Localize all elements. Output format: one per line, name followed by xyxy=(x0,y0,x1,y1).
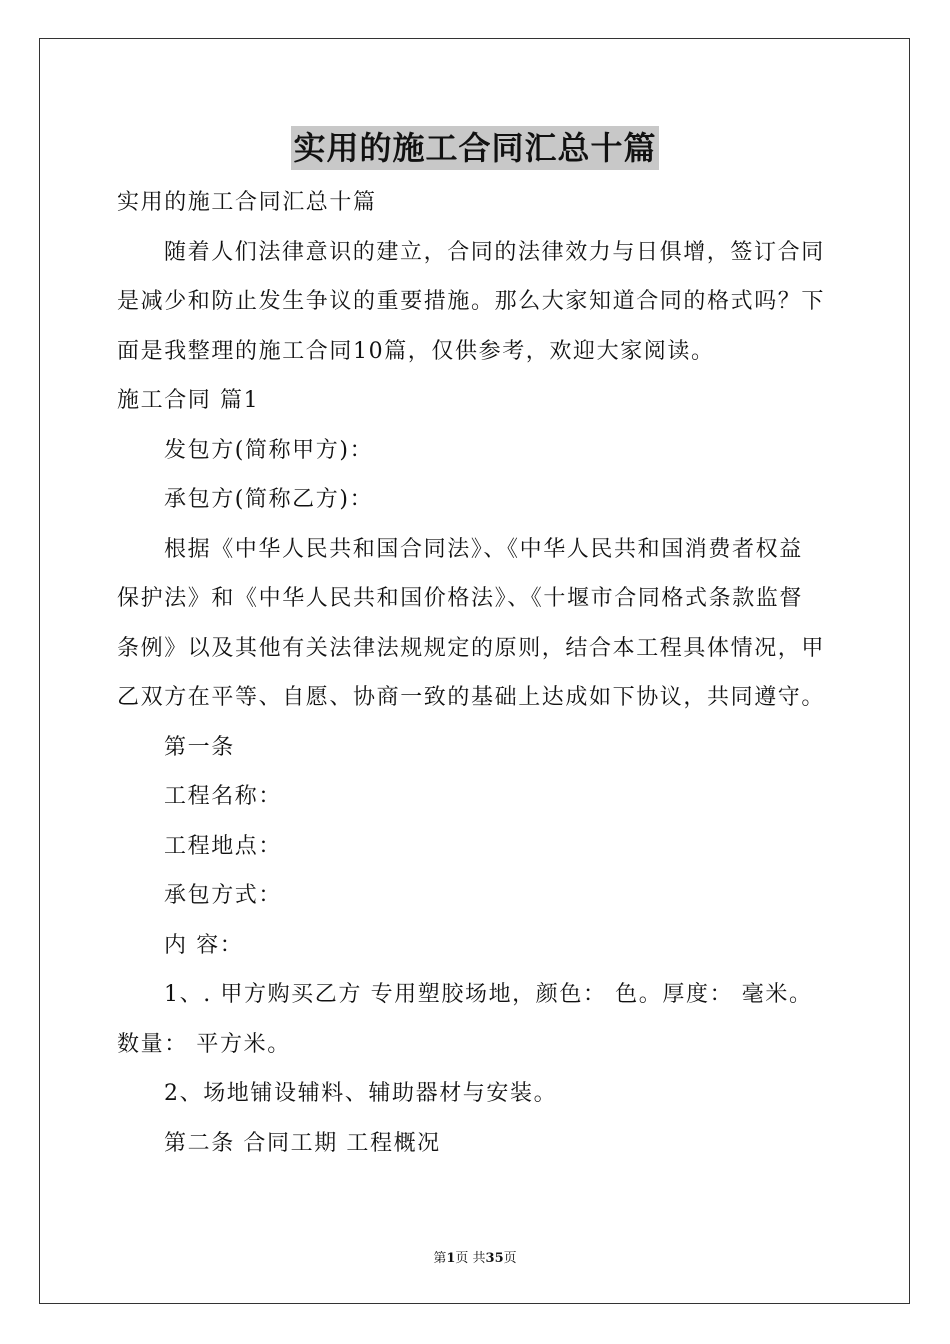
paragraph-line: 保护法》和《中华人民共和国价格法》、《十堰市合同格式条款监督 xyxy=(117,586,804,611)
paragraph-line: 根据《中华人民共和国合同法》、《中华人民共和国消费者权益 xyxy=(164,536,803,562)
article-heading: 第二条 合同工期 工程概况 xyxy=(164,1130,441,1156)
document-title-text: 实用的施工合同汇总十篇 xyxy=(291,126,658,170)
footer-prefix: 第 xyxy=(433,1251,447,1266)
paragraph-line: 承包方式： xyxy=(164,883,283,908)
footer-mid: 页 共 xyxy=(455,1251,486,1266)
paragraph-line: 是减少和防止发生争议的重要措施。那么大家知道合同的格式吗？下 xyxy=(117,289,826,314)
section-heading: 施工合同 篇1 xyxy=(117,388,260,413)
subtitle-line: 实用的施工合同汇总十篇 xyxy=(117,190,377,215)
paragraph-line: 条例》以及其他有关法律法规规定的原则，结合本工程具体情况，甲 xyxy=(117,635,826,661)
paragraph-line: 工程名称： xyxy=(164,784,283,809)
footer-total-pages: 35 xyxy=(485,1251,504,1266)
footer-page-number: 1 xyxy=(446,1251,456,1266)
paragraph-line: 乙双方在平等、自愿、协商一致的基础上达成如下协议，共同遵守。 xyxy=(117,685,826,710)
paragraph-line: 随着人们法律意识的建立，合同的法律效力与日俱增，签订合同 xyxy=(164,239,825,265)
paragraph-line: 面是我整理的施工合同10篇，仅供参考，欢迎大家阅读。 xyxy=(117,338,715,364)
paragraph-line: 工程地点： xyxy=(164,833,283,859)
footer-suffix: 页 xyxy=(503,1251,517,1266)
paragraph-line: 发包方(简称甲方)： xyxy=(164,437,374,463)
paragraph-line: 承包方(简称乙方)： xyxy=(164,487,374,512)
paragraph-line: 2、场地铺设辅料、辅助器材与安装。 xyxy=(164,1081,558,1106)
article-heading: 第一条 xyxy=(164,734,235,760)
paragraph-line: 数量： 平方米。 xyxy=(117,1031,291,1057)
paragraph-line: 内 容： xyxy=(164,932,244,958)
document-body xyxy=(117,178,833,1168)
document-title xyxy=(0,126,950,170)
page-footer xyxy=(0,1247,950,1266)
paragraph-line: 1、. 甲方购买乙方 专用塑胶场地，颜色： 色。厚度： 毫米。 xyxy=(164,982,813,1007)
